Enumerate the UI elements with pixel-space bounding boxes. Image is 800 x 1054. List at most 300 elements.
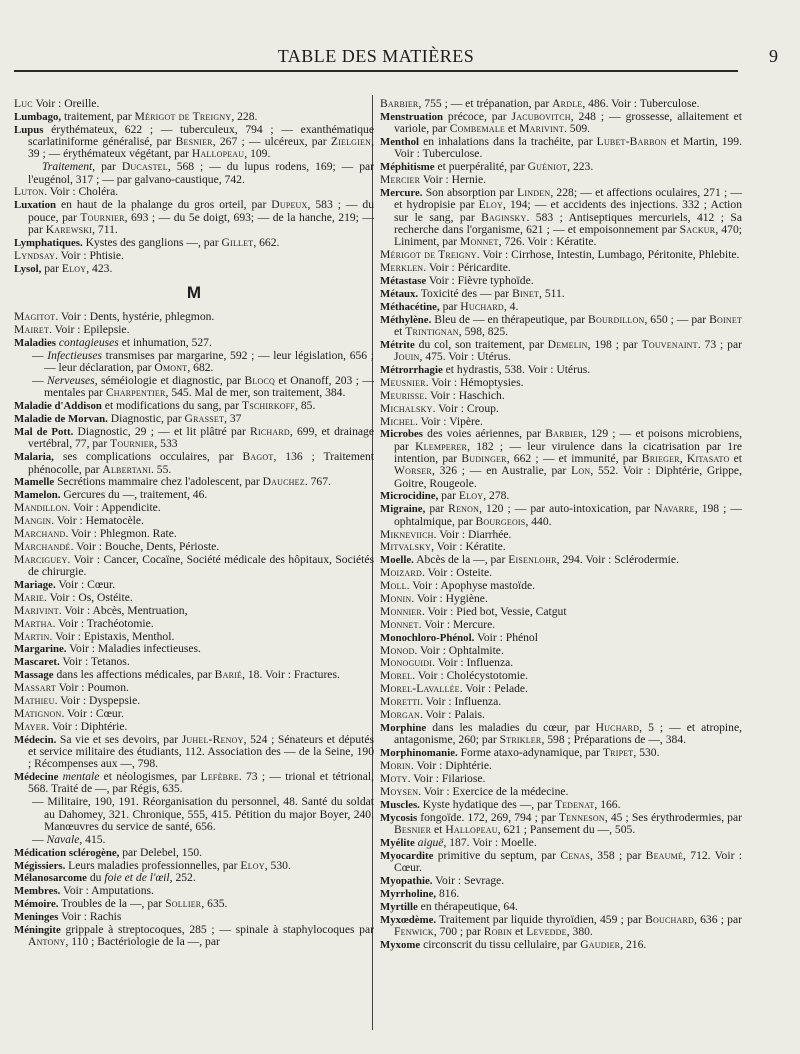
entry-text: précoce, par bbox=[442, 109, 512, 123]
author-name: Marchandé bbox=[14, 539, 71, 553]
index-entry bbox=[380, 850, 742, 875]
entry-term: Mamelle bbox=[14, 476, 55, 489]
entry-term: Lysol, bbox=[14, 262, 42, 275]
index-entry bbox=[14, 161, 374, 186]
entry-text: Nerveuses bbox=[47, 374, 95, 388]
entry-term: Meninges bbox=[14, 911, 59, 924]
entry-text: et Onanoff, 203 ; — mentales par bbox=[44, 374, 375, 400]
entry-text: , 110 ; Bactériologie de la —, par bbox=[65, 935, 220, 949]
author-name: Ducastel bbox=[121, 160, 168, 174]
author-name: Morin bbox=[380, 759, 411, 772]
entry-term: Morphine bbox=[380, 721, 427, 734]
entry-text: mentale bbox=[58, 770, 100, 784]
entry-text: . Voir : Vipère. bbox=[415, 414, 483, 428]
entry-text: . Voir : Apophyse mastoïde. bbox=[406, 579, 536, 593]
index-entry bbox=[380, 503, 742, 528]
author-name: Mitvalsky bbox=[380, 540, 432, 554]
entry-term: Métaux. bbox=[380, 287, 419, 300]
index-entry bbox=[380, 837, 742, 849]
entry-text: contagieuses bbox=[56, 335, 119, 349]
index-entry bbox=[14, 111, 374, 123]
index-entry bbox=[14, 541, 374, 553]
index-entry bbox=[14, 413, 374, 425]
index-entry bbox=[14, 592, 374, 604]
index-entry bbox=[380, 939, 742, 951]
entry-text: , 511. bbox=[539, 286, 565, 300]
entry-text: , 198 ; par bbox=[587, 337, 642, 351]
entry-text: . Voir : Palais. bbox=[419, 708, 485, 722]
entry-text: . 73 ; — trional et tétrional, 568. Traité de —, par Régis, 635. bbox=[28, 770, 374, 796]
entry-text: , 129 ; — et poisons microbiens, par bbox=[394, 427, 742, 453]
entry-text: , 699, et drainage vertébral, 77, par bbox=[28, 425, 374, 451]
entry-text: , 4. bbox=[503, 299, 519, 313]
index-entry bbox=[380, 760, 742, 772]
entry-text: en haut de la phalange du gros orteil, par bbox=[56, 198, 272, 212]
entry-text: . Voir : Diphtérie. bbox=[410, 759, 492, 772]
entry-term: Microcidine, bbox=[380, 490, 439, 503]
author-name: Besnier bbox=[394, 822, 432, 836]
index-entry bbox=[14, 605, 374, 617]
index-entry bbox=[380, 98, 742, 110]
entry-text: . Voir : Filariose. bbox=[407, 771, 486, 785]
entry-text: . Voir : Péricardite. bbox=[423, 261, 511, 275]
entry-text: en thérapeutique, 64. bbox=[417, 899, 518, 913]
author-name: Antony bbox=[28, 935, 66, 949]
author-name: Eloy bbox=[478, 198, 503, 212]
index-entry bbox=[14, 502, 374, 514]
entry-text: ses complications occulaires, par bbox=[53, 450, 243, 464]
index-entry bbox=[14, 796, 374, 833]
author-name: Mérigot de Treigny bbox=[380, 248, 477, 262]
entry-term: Médication sclérogène, bbox=[14, 846, 120, 859]
author-name: Sollier bbox=[165, 897, 202, 911]
index-entry bbox=[380, 174, 742, 186]
entry-text: . Voir : Dents, hystérie, phlegmon. bbox=[55, 310, 215, 324]
entry-text: dans les maladies du cœur, par bbox=[426, 720, 596, 734]
index-entry bbox=[380, 888, 742, 900]
index-entry bbox=[380, 390, 742, 402]
index-entry bbox=[380, 709, 742, 721]
index-entry bbox=[14, 311, 374, 323]
entry-term: Margarine. bbox=[14, 643, 67, 656]
entry-text: — Militaire, 190, 191. Réorganisation du personnel, 48. Santé du soldat au Dahomey, 321. Chronique, 555, 415. Pétition du major Boyer, 240. Manœuvres du service de santé, 656. bbox=[32, 795, 374, 833]
entry-text: transmises par margarine, 592 ; — leur législation, 656 ; — leur déclaration, par bbox=[44, 348, 374, 375]
entry-text: Toxicité des — par bbox=[418, 286, 513, 300]
author-name: Barié bbox=[214, 668, 243, 682]
author-name: Ardle bbox=[552, 97, 583, 110]
entry-text: , 182 ; — leur virulence dans la cicatrisation par 1re intention, par bbox=[394, 439, 742, 465]
author-name: Huchard bbox=[460, 299, 504, 313]
author-name: Tournier bbox=[110, 437, 155, 451]
author-name: Boinet bbox=[709, 312, 742, 326]
entry-term: Massage bbox=[14, 669, 54, 682]
entry-text: , 198 ; — ophtalmique, par bbox=[394, 502, 742, 528]
index-entry bbox=[380, 580, 742, 592]
author-name: Worser bbox=[394, 464, 432, 478]
entry-text: , 358 ; par bbox=[589, 848, 646, 862]
index-entry bbox=[380, 645, 742, 657]
index-entry bbox=[14, 250, 374, 262]
index-entry bbox=[380, 747, 742, 759]
entry-text: Troubles de la —, par bbox=[58, 897, 166, 911]
entry-term: Luxation bbox=[14, 199, 57, 212]
entry-text: , 120 ; — par auto-intoxication, par bbox=[479, 502, 655, 516]
entry-text: , 583 ; — du pouce, par bbox=[28, 198, 374, 224]
entry-text: du col, son traitement, par bbox=[414, 337, 548, 351]
index-entry bbox=[380, 490, 742, 502]
entries-l-continuation bbox=[14, 98, 374, 275]
entry-text: fongoïde. 172, 269, 794 ; par bbox=[417, 810, 559, 824]
entry-text: et bbox=[505, 122, 520, 136]
author-name: Jacubovitch bbox=[511, 109, 571, 123]
entry-text: traitement, par bbox=[61, 109, 135, 123]
author-name: Bourgeois bbox=[475, 514, 526, 528]
author-name: Omont bbox=[154, 361, 188, 375]
entry-text: des voies aériennes, par bbox=[422, 427, 546, 441]
author-name: Merklen bbox=[380, 261, 424, 275]
author-name: Albertani bbox=[102, 462, 151, 476]
index-entry bbox=[380, 554, 742, 566]
index-entry bbox=[14, 554, 374, 579]
entry-text: , 726. Voir : Kératite. bbox=[498, 235, 597, 249]
index-entry bbox=[380, 262, 742, 274]
entry-term: Méningite bbox=[14, 924, 61, 937]
entry-term: Médecine bbox=[14, 771, 59, 784]
entry-text: par bbox=[41, 261, 62, 275]
entry-term: Myrtille bbox=[380, 900, 418, 913]
index-entry bbox=[380, 416, 742, 428]
entry-text: Traitement par liquide thyroïdien, 459 ; par bbox=[436, 912, 646, 926]
entry-text: Voir : Phénol bbox=[474, 630, 538, 644]
entry-text: et Martin, 199. Voir : Tuberculose. bbox=[394, 135, 742, 161]
entry-text: Diagnostic, par bbox=[107, 412, 185, 426]
entry-text: Navale bbox=[46, 832, 80, 846]
entry-text: . Voir : Pelade. bbox=[459, 682, 528, 696]
author-name: Bourdillon bbox=[588, 312, 645, 326]
author-name: Monin bbox=[380, 592, 412, 606]
entry-term: Lumbago, bbox=[14, 110, 62, 123]
author-name: Zielgien bbox=[330, 135, 372, 149]
author-name: Monnet bbox=[380, 617, 419, 631]
entry-term: Mélanosarcome bbox=[14, 872, 87, 885]
author-name: Karewski bbox=[45, 222, 93, 236]
entry-text: . Voir : Cancer, Cocaïne, Société médicale des hôpitaux, Sociétés de chirurgie. bbox=[28, 552, 374, 579]
author-name: Morel-Lavallée bbox=[380, 682, 460, 696]
entry-text: . Voir : Cœur. bbox=[61, 706, 124, 720]
entry-text: grippale à streptocoques, 285 ; — spinale à staphylocoques par bbox=[60, 923, 374, 937]
entry-text: Traitement bbox=[42, 160, 93, 174]
index-entry bbox=[14, 426, 374, 451]
author-name: Eloy bbox=[61, 261, 87, 275]
index-entry bbox=[14, 771, 374, 796]
entry-term: Mégissiers. bbox=[14, 859, 66, 872]
index-entry bbox=[380, 541, 742, 553]
entry-text: , 248 ; — grossesse, allaitement et variole, par bbox=[394, 109, 743, 136]
author-name: Besnier bbox=[175, 135, 213, 149]
entry-term: Métastase bbox=[380, 274, 427, 287]
entry-term: Mycosis bbox=[380, 811, 418, 824]
entry-text: , Voir : Kératite. bbox=[431, 540, 506, 554]
author-name: Moizard bbox=[380, 566, 422, 580]
index-entry bbox=[380, 377, 742, 389]
author-name: Mikneviich bbox=[380, 527, 434, 541]
entry-text: du bbox=[86, 871, 105, 885]
page-header bbox=[14, 44, 778, 72]
entry-text: , 18. Voir : Fractures. bbox=[242, 668, 340, 682]
author-name: Mathieu bbox=[14, 693, 55, 707]
entry-text: primitive du septum, par bbox=[433, 848, 561, 862]
entry-text: . 55. bbox=[150, 462, 172, 476]
entry-text: Leurs maladies professionnelles, par bbox=[65, 858, 241, 872]
entry-text: Voir : Hernie. bbox=[420, 173, 487, 187]
entry-text: . Voir : Osteite. bbox=[421, 566, 493, 580]
author-name: Beaumé bbox=[645, 848, 684, 862]
author-name: Morgan bbox=[380, 708, 420, 722]
author-name: Barbier bbox=[380, 97, 419, 110]
entry-term: Métrite bbox=[380, 338, 415, 351]
entry-text: , 712. Voir : Cœur. bbox=[394, 848, 742, 874]
author-name: Lyndsay bbox=[14, 248, 56, 262]
entry-term: Maladies bbox=[14, 336, 56, 349]
author-name: Huchard bbox=[595, 720, 640, 734]
entry-text: , 415. bbox=[79, 832, 106, 846]
index-entry bbox=[380, 403, 742, 415]
entry-term: Malaria, bbox=[14, 451, 54, 464]
index-entry bbox=[14, 618, 374, 630]
entry-text: Abcès de la —, par bbox=[413, 553, 509, 567]
index-entry bbox=[14, 872, 374, 884]
entry-term: Mal de Pott. bbox=[14, 426, 74, 439]
page-number: 9 bbox=[769, 46, 778, 66]
entry-text: , 267 ; — ulcéreux, par bbox=[212, 135, 331, 149]
entry-text: . Voir : Abcès, Mentruation, bbox=[58, 603, 188, 617]
entry-text: — bbox=[32, 348, 48, 362]
entry-text: , 39 ; — érythémateux végétant, par bbox=[28, 135, 374, 161]
entry-text: , 486. Voir : Tuberculose. bbox=[582, 97, 700, 110]
entry-term: Mercure. bbox=[380, 187, 423, 200]
entry-term: Menthol bbox=[380, 136, 419, 149]
entry-term: Mémoire. bbox=[14, 898, 59, 911]
index-entry bbox=[380, 301, 742, 313]
index-entry bbox=[380, 606, 742, 618]
entry-term: Migraine, bbox=[380, 503, 426, 516]
entry-text: 816. bbox=[436, 886, 460, 900]
index-entry bbox=[14, 124, 374, 161]
entry-text: Voir : Poumon. bbox=[55, 681, 129, 695]
author-name: Juhel-Renoy bbox=[181, 732, 244, 746]
author-name: Massart bbox=[14, 681, 56, 695]
author-name: Renon bbox=[448, 502, 480, 516]
index-entry bbox=[380, 288, 742, 300]
index-entry bbox=[380, 914, 742, 939]
index-entry bbox=[380, 670, 742, 682]
author-name: Meusnier bbox=[380, 375, 426, 389]
author-name: Lon bbox=[571, 464, 591, 478]
entry-text: Forme ataxo-adynamique, par bbox=[457, 746, 603, 760]
author-name: Luton bbox=[14, 185, 45, 199]
author-name: Lefèbre bbox=[200, 770, 239, 784]
index-entry bbox=[14, 350, 374, 375]
author-name: Marciguey bbox=[14, 552, 68, 566]
entry-text: . Voir : Cirrhose, Intestin, Lumbago, Péritonite, Phlebite. bbox=[476, 248, 740, 262]
entry-term: Myxœdème. bbox=[380, 913, 437, 926]
author-name: Brieger bbox=[641, 452, 680, 465]
entry-text: dans les affections médicales, par bbox=[53, 668, 215, 682]
author-name: Tschirkoff bbox=[241, 399, 296, 413]
entry-text: aiguë bbox=[414, 835, 444, 849]
author-name: Jouin bbox=[394, 350, 420, 364]
entry-term: Méthylène. bbox=[380, 313, 432, 326]
index-entry bbox=[14, 528, 374, 540]
author-name: Martin bbox=[14, 629, 50, 643]
entry-text: circonscrit du tissu cellulaire, par bbox=[420, 937, 581, 951]
entry-text: et modifications du sang, par bbox=[101, 399, 242, 413]
author-name: Mérigot de Treigny bbox=[134, 109, 232, 123]
entry-text: et inhumation, 527. bbox=[118, 335, 212, 349]
entry-term: Muscles. bbox=[380, 798, 420, 811]
index-entry bbox=[14, 400, 374, 412]
entry-text: , 662. bbox=[253, 235, 280, 249]
entry-text: — bbox=[32, 374, 48, 388]
entry-text: , 700 ; par bbox=[433, 924, 484, 938]
index-entry bbox=[380, 683, 742, 695]
index-entry bbox=[14, 263, 374, 275]
entry-text: Infectieuses bbox=[47, 348, 102, 362]
entry-text: et puerpéralité, par bbox=[434, 160, 528, 174]
entry-text: , 252. bbox=[169, 871, 196, 885]
author-name: Linden bbox=[517, 186, 551, 200]
entry-text: Voir : Rachis bbox=[58, 910, 122, 924]
author-name: Tenneson bbox=[558, 810, 605, 824]
entry-term: Morphinomanie. bbox=[380, 747, 458, 760]
entry-text: Voir : Maladies infectieuses. bbox=[66, 642, 201, 656]
entry-text: , 194; — et accidents des injections. 332 ; Action sur le sang, par bbox=[394, 198, 743, 224]
author-name: Magitot bbox=[14, 310, 56, 324]
index-entry bbox=[14, 708, 374, 720]
entry-term: Menstruation bbox=[380, 110, 443, 123]
author-name: Grasset bbox=[184, 412, 225, 426]
index-entry bbox=[14, 924, 374, 949]
entry-text: , 662 ; — et immunité, par bbox=[506, 452, 642, 465]
entry-text: et néologismes, par bbox=[99, 770, 201, 784]
index-entry bbox=[14, 695, 374, 707]
author-name: Gaudier bbox=[580, 937, 621, 951]
entry-text: , 693 ; — du 5e doigt, 693; — de la hanche, 219; — par bbox=[28, 210, 374, 236]
entry-text: , 636 ; par bbox=[694, 912, 742, 926]
author-name: Strikler bbox=[499, 733, 542, 747]
entry-text: , 109. bbox=[244, 147, 271, 161]
author-name: Meurisse bbox=[380, 388, 425, 402]
author-name: Michalsky bbox=[380, 401, 433, 415]
entry-term: Membres. bbox=[14, 885, 61, 898]
entry-text: , 45 ; Ses érythrodermies, par bbox=[604, 810, 742, 824]
index-entry bbox=[14, 489, 374, 501]
author-name: Moysen bbox=[380, 784, 419, 798]
entries-m-left bbox=[14, 311, 374, 948]
author-name: Klemperer bbox=[415, 439, 468, 453]
index-entry bbox=[380, 619, 742, 631]
entry-term: Microbes bbox=[380, 428, 423, 441]
entry-text: , 545. Mal de mer, son traitement, 384. bbox=[165, 386, 346, 400]
section-letter: M bbox=[186, 282, 202, 302]
entry-text: . Voir : Cholécystotomie. bbox=[412, 669, 529, 683]
author-name: Charpentier bbox=[105, 386, 166, 400]
entry-text: . Voir : Phtisie. bbox=[55, 248, 124, 262]
author-name: Moty bbox=[380, 771, 408, 785]
entry-text: Voir : Sevrage. bbox=[432, 873, 505, 887]
index-entry bbox=[14, 834, 374, 846]
entry-term: Maladie de Morvan. bbox=[14, 413, 108, 426]
index-entry bbox=[380, 249, 742, 261]
entry-text: , 5 ; — et atropine, antagonisme, 260; par bbox=[394, 720, 742, 747]
entry-text: . Voir : Dyspepsie. bbox=[54, 693, 141, 707]
entry-text: . Voir : Hematocèle. bbox=[51, 514, 144, 528]
entry-text: , 228; — et affections oculaires, 271 ; — et hydropisie par bbox=[394, 186, 742, 212]
index-entry bbox=[14, 199, 374, 236]
entry-text: Gercures du —, traitement, 46. bbox=[60, 488, 208, 502]
entry-term: Myxome bbox=[380, 938, 421, 951]
index-entry bbox=[380, 593, 742, 605]
entry-text: , 530. bbox=[633, 746, 660, 760]
author-name: Mairet bbox=[14, 323, 50, 337]
entry-text: et hydrastis, 538. Voir : Utérus. bbox=[442, 362, 591, 376]
author-name: Bagot bbox=[242, 450, 274, 464]
author-name: Michel bbox=[380, 414, 416, 428]
entry-text: , 650 ; — par bbox=[644, 312, 710, 326]
entry-text: Voir : Fièvre typhoïde. bbox=[426, 273, 534, 287]
author-name: Bouchard bbox=[645, 912, 694, 926]
entry-term: Mamelon. bbox=[14, 489, 61, 502]
entry-term: Monochloro-Phénol. bbox=[380, 631, 475, 644]
author-name: Dauchez bbox=[262, 475, 305, 489]
entry-text: . Voir : Hémoptysies. bbox=[425, 375, 524, 389]
entry-text: , 598, 825. bbox=[458, 324, 509, 338]
entry-term: Métrorrhagie bbox=[380, 363, 443, 376]
index-entry bbox=[380, 529, 742, 541]
entry-text: Diagnostic, 29 ; — et lit plâtré par bbox=[73, 425, 251, 439]
author-name: Monnier bbox=[380, 604, 422, 618]
entry-text: Secrétions mammaire chez l'adolescent, par bbox=[54, 475, 263, 489]
author-name: Barbier bbox=[545, 427, 584, 441]
entry-text: , 166. bbox=[594, 797, 621, 811]
entry-text: et bbox=[729, 452, 743, 465]
author-name: Eisenlohr bbox=[508, 553, 557, 567]
entry-text: , 598 ; Préparations de —, 384. bbox=[541, 733, 687, 747]
index-entry bbox=[14, 237, 374, 249]
index-entry bbox=[14, 515, 374, 527]
author-name: Navarre bbox=[654, 502, 695, 516]
entry-text: . Voir : Choléra. bbox=[44, 185, 119, 199]
left-column bbox=[14, 98, 374, 949]
author-name: Tedenat bbox=[554, 797, 595, 811]
entry-text: , 380. bbox=[566, 924, 593, 938]
entry-text: . 583 ; Antiseptiques mercuriels, 412 ; Sa recherche dans l'organisme, 621 ; — et empoisonnement par bbox=[394, 210, 742, 236]
entry-text: . Voir : Trachéotomie. bbox=[52, 616, 154, 630]
page-title: TABLE DES MATIÈRES bbox=[277, 46, 475, 66]
index-entry bbox=[14, 476, 374, 488]
author-name: Mayer bbox=[14, 719, 47, 733]
author-name: Combemale bbox=[449, 122, 505, 136]
entry-text: , 524 ; Sénateurs et députés et service militaire des étudiants, 112. Association des — de la Seine, 190 ; Récompenses aux —, 798. bbox=[28, 732, 374, 771]
author-name: Matignon bbox=[14, 706, 62, 720]
entry-text: , 682. bbox=[187, 361, 214, 375]
entry-text: par Delebel, 150. bbox=[119, 845, 203, 859]
author-name: Trintignan bbox=[405, 324, 459, 338]
entry-term: Myélite bbox=[380, 836, 415, 849]
author-name: Richard bbox=[250, 425, 290, 439]
entry-text: . Voir : Pied bot, Vessie, Catgut bbox=[421, 604, 567, 618]
entry-text: Kystes des ganglions —, par bbox=[82, 235, 222, 249]
